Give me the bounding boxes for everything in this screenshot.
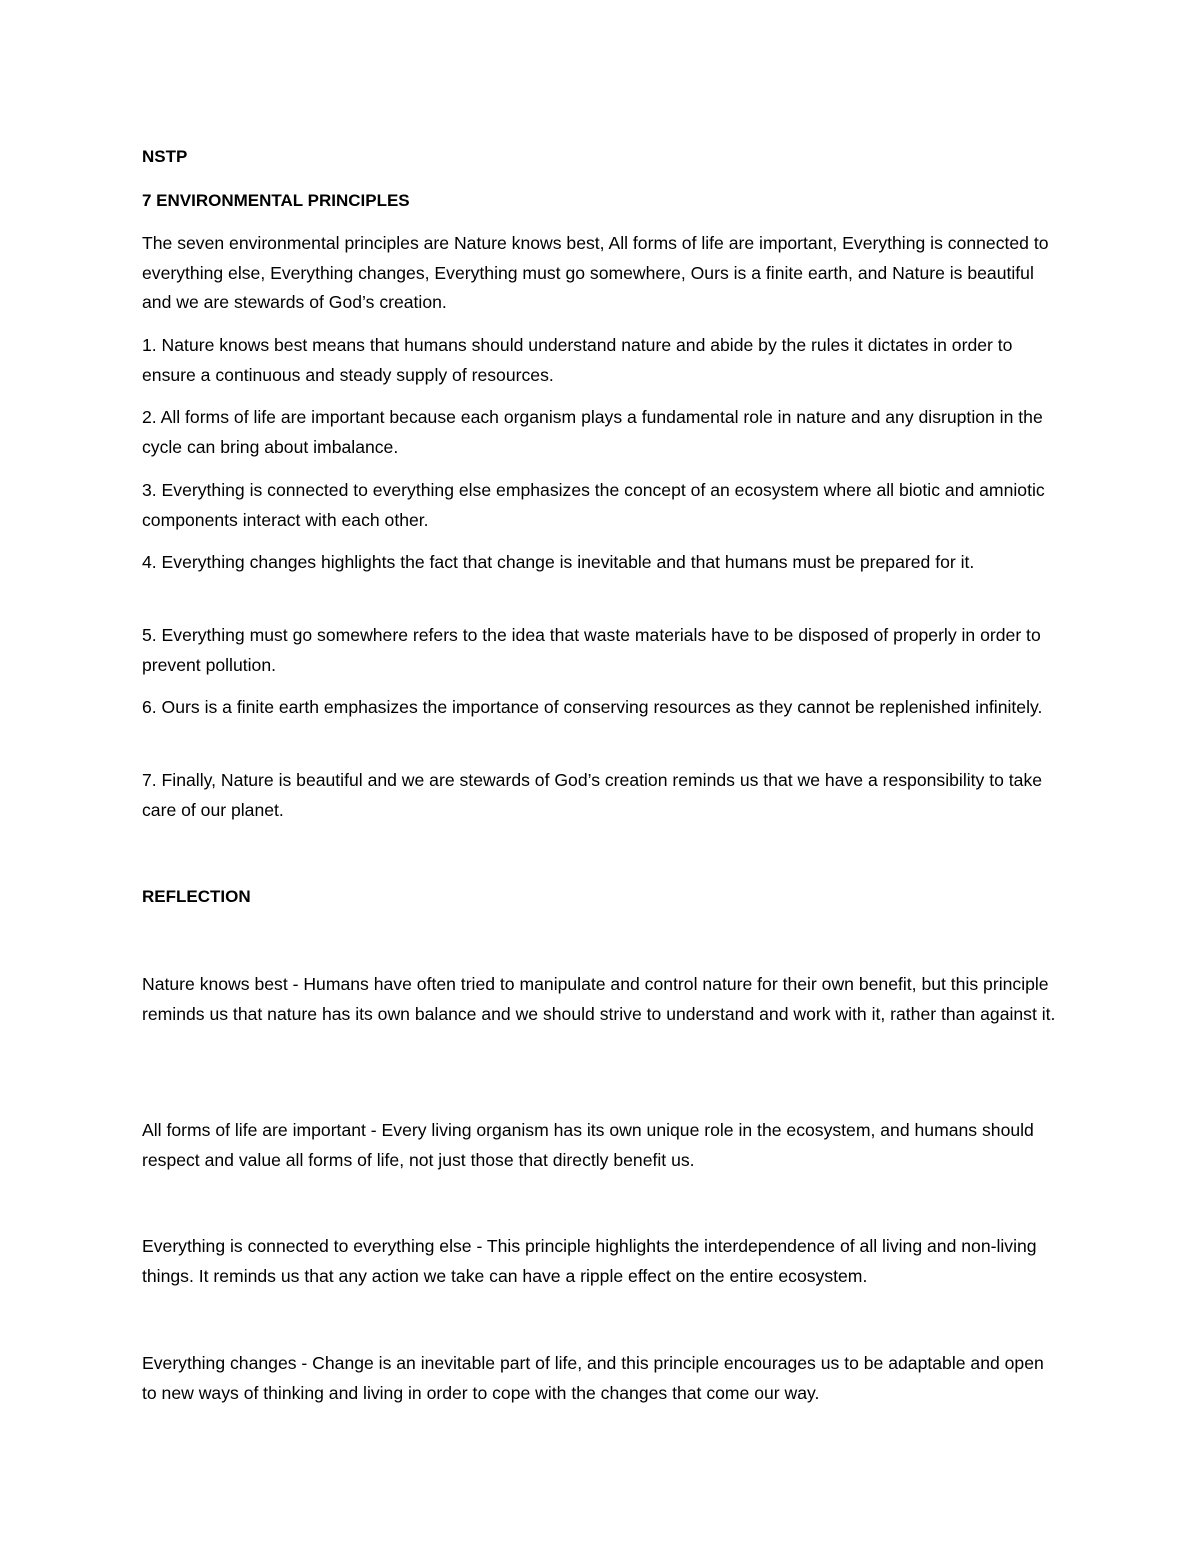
principle-item: 3. Everything is connected to everything else emphasizes the concept of an ecosystem where all biotic and amniotic components interact with each other. xyxy=(142,480,1045,530)
reflection-paragraph: All forms of life are important - Every living organism has its own unique role in the ecosystem, and humans should respect and value all forms of life, not just those that directly benefit us. xyxy=(142,1120,1034,1170)
reflection-paragraph: Everything is connected to everything else - This principle highlights the interdependence of all living and non-living things. It reminds us that any action we take can have a ripple effect on the entire ecosystem. xyxy=(142,1236,1037,1286)
principle-item: 2. All forms of life are important because each organism plays a fundamental role in nature and any disruption in the cycle can bring about imbalance. xyxy=(142,407,1043,457)
reflection-heading: REFLECTION xyxy=(142,887,251,906)
principle-item: 4. Everything changes highlights the fact that change is inevitable and that humans must be prepared for it. xyxy=(142,552,975,572)
document-title: NSTP xyxy=(142,147,188,166)
principles-heading: 7 ENVIRONMENTAL PRINCIPLES xyxy=(142,191,410,210)
principle-item: 6. Ours is a finite earth emphasizes the importance of conserving resources as they cannot be replenished infinitely. xyxy=(142,697,1043,717)
reflection-paragraph: Nature knows best - Humans have often tried to manipulate and control nature for their own benefit, but this principle reminds us that nature has its own balance and we should strive to understand and work with it, rather than against it. xyxy=(142,974,1056,1024)
principle-item: 1. Nature knows best means that humans should understand nature and abide by the rules it dictates in order to ensure a continuous and steady supply of resources. xyxy=(142,335,1013,385)
document-page xyxy=(142,0,1062,1553)
intro-paragraph: The seven environmental principles are Nature knows best, All forms of life are important, Everything is connected to everything else, Everything changes, Everything must go somewhere, Ours is a finite earth, and Nature is beautiful and we are stewards of God’s creation. xyxy=(142,233,1049,312)
reflection-paragraph: Everything changes - Change is an inevitable part of life, and this principle encourages us to be adaptable and open to new ways of thinking and living in order to cope with the changes that come our way. xyxy=(142,1353,1044,1403)
principle-item: 5. Everything must go somewhere refers to the idea that waste materials have to be disposed of properly in order to prevent pollution. xyxy=(142,625,1041,675)
principle-item: 7. Finally, Nature is beautiful and we are stewards of God’s creation reminds us that we have a responsibility to take care of our planet. xyxy=(142,770,1043,820)
